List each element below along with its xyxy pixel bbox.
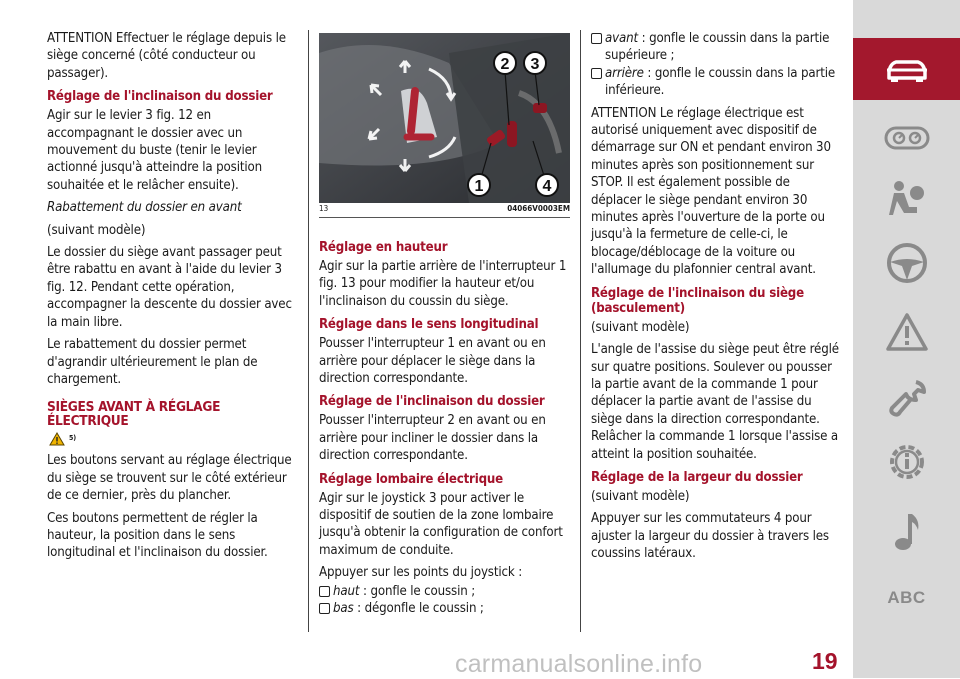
seat-switch-3 xyxy=(533,103,547,113)
checkbox-bullet-icon xyxy=(591,68,602,79)
paragraph: L'angle de l'assise du siège peut être réglé sur quatre positions. Soulever ou pousser la partie avant de la commande 1 pour déplacer la partie avant de l'assise du siège dans la direction correspondante. Relâcher la commande 1 lorsque l'assise a atteint la position souhaitée. xyxy=(591,342,839,462)
sidebar-item-steering[interactable] xyxy=(853,232,960,294)
column-2 xyxy=(319,240,569,618)
section-heading-sieges-electriques: SIÈGES AVANT À RÉGLAGE ÉLECTRIQUE xyxy=(47,399,221,430)
heading-hauteur: Réglage en hauteur xyxy=(319,240,448,255)
paragraph: (suivant modèle) xyxy=(591,488,690,504)
seat-controls-figure xyxy=(319,33,570,203)
heading-longitudinal: Réglage dans le sens longitudinal xyxy=(319,317,539,333)
music-note-icon xyxy=(892,510,922,552)
warning-triangle-icon xyxy=(885,312,929,352)
column-1 xyxy=(47,30,297,567)
paragraph: Appuyer sur les points du joystick : xyxy=(319,565,523,581)
paragraph: Les boutons servant au réglage électrique du siège se trouvent sur le côté extérieur de ce dernier, près du plancher. xyxy=(47,453,292,504)
paragraph: (suivant modèle) xyxy=(47,222,146,238)
paragraph: Le rabattement du dossier permet d'agrandir ultérieurement le plan de chargement. xyxy=(47,337,258,387)
sidebar-item-maintenance[interactable] xyxy=(853,368,960,430)
warning-ref: 5) xyxy=(69,434,76,443)
paragraph: Agir sur le levier 3 fig. 12 en accompagnant le dossier avec un mouvement du buste (tenir le levier actionné jusqu'à atteindre la position souhaitée et le relâcher ensuite). xyxy=(47,108,262,193)
paragraph: (suivant modèle) xyxy=(591,319,690,335)
subheading-rabattement: Rabattement du dossier en avant xyxy=(47,200,242,216)
heading-basculement: Réglage de l'inclinaison du siège (basculement) xyxy=(591,285,804,316)
column-3 xyxy=(591,30,843,568)
checkbox-bullet-icon xyxy=(319,603,330,614)
list-item xyxy=(591,65,843,100)
sidebar-abc-label: ABC xyxy=(887,588,926,607)
figure-number: 13 xyxy=(319,204,329,213)
figure-code: 04066V0003EM xyxy=(507,204,570,213)
heading-largeur-dossier: Réglage de la largeur du dossier xyxy=(591,469,803,485)
figure-caption xyxy=(319,204,570,218)
paragraph: Ces boutons permettent de régler la hauteur, la position dans le sens longitudinal et l'inclinaison du dossier. xyxy=(47,510,268,561)
attention-paragraph: ATTENTION Le réglage électrique est autorisé uniquement avec dispositif de démarrage sur ON et pendant environ 30 minutes après son positionnement sur STOP. Il est également possible de déplacer le siège pendant environ 30 minutes après l'ouverture de la porte ou jusqu'à la fermeture de celle-ci, le blocage/déblocage de la voiture ou l'allumage du plafonnier central avant. xyxy=(591,105,831,278)
warning-icon xyxy=(49,432,65,446)
column-divider xyxy=(580,30,581,632)
paragraph: Le dossier du siège avant passager peut être rabattu en avant à l'aide du levier 3 fig. 12. Pendant cette opération, accompagner la descente du dossier avec la main libre. xyxy=(47,245,292,330)
sidebar-item-multimedia[interactable] xyxy=(853,500,960,562)
sidebar-item-airbag[interactable] xyxy=(853,168,960,230)
heading-inclinaison-dossier-2: Réglage de l'inclinaison du dossier xyxy=(319,394,545,410)
bullet-text: : gonfle le coussin dans la partie inférieure. xyxy=(605,65,836,99)
bullet-term: haut xyxy=(333,583,360,599)
callout-2: 2 xyxy=(500,56,510,73)
checkbox-bullet-icon xyxy=(319,586,330,597)
chapter-sidebar xyxy=(853,0,960,678)
list-item xyxy=(591,30,843,65)
bullet-text: : dégonfle le coussin ; xyxy=(353,601,484,617)
dashboard-icon xyxy=(884,125,930,151)
sidebar-item-index[interactable] xyxy=(853,567,960,629)
callout-3: 3 xyxy=(530,56,540,73)
airbag-icon xyxy=(887,179,927,219)
bullet-text: : gonfle le coussin ; xyxy=(359,583,476,599)
page-number: 19 xyxy=(812,648,838,674)
wrench-icon xyxy=(886,378,928,420)
bullet-term: arrière xyxy=(605,65,644,81)
paragraph: Appuyer sur les commutateurs 4 pour ajuster la largeur du dossier à travers les coussins latéraux. xyxy=(591,511,829,562)
column-divider xyxy=(308,30,309,632)
list-item xyxy=(319,600,569,617)
attention-paragraph: ATTENTION Effectuer le réglage depuis le siège concerné (côté conducteur ou passager). xyxy=(47,31,286,81)
paragraph: Pousser l'interrupteur 2 en avant ou en arrière pour incliner le dossier dans la direction correspondante. xyxy=(319,413,546,464)
bullet-term: avant xyxy=(605,31,638,46)
bullet-text: : gonfle le coussin dans la partie supérieure ; xyxy=(605,31,830,64)
paragraph: Pousser l'interrupteur 1 en avant ou en arrière pour déplacer le siège dans la direction correspondante. xyxy=(319,336,546,387)
sidebar-item-warning[interactable] xyxy=(853,301,960,363)
paragraph: Agir sur le joystick 3 pour activer le dispositif de soutien de la zone lombaire jusqu'à obtenir la configuration de confort maximum de conduite. xyxy=(319,490,563,558)
car-icon xyxy=(884,54,930,84)
sidebar-item-info[interactable] xyxy=(853,431,960,493)
heading-inclinaison-dossier: Réglage de l'inclinaison du dossier xyxy=(47,89,273,105)
steering-wheel-icon xyxy=(886,242,928,284)
callout-4: 4 xyxy=(542,178,552,195)
paragraph: Agir sur la partie arrière de l'interrupteur 1 fig. 13 pour modifier la hauteur et/ou l'inclinaison du coussin du siège. xyxy=(319,259,567,309)
bullet-term: bas xyxy=(333,601,354,617)
watermark: carmanualsonline.info xyxy=(455,650,703,678)
checkbox-bullet-icon xyxy=(591,33,602,44)
sidebar-item-dashboard[interactable] xyxy=(853,107,960,169)
list-item xyxy=(319,583,569,600)
callout-1: 1 xyxy=(474,178,484,195)
gear-info-icon xyxy=(885,440,929,484)
heading-lombaire: Réglage lombaire électrique xyxy=(319,471,503,487)
warning-note xyxy=(49,430,297,446)
sidebar-item-car[interactable] xyxy=(853,38,960,100)
